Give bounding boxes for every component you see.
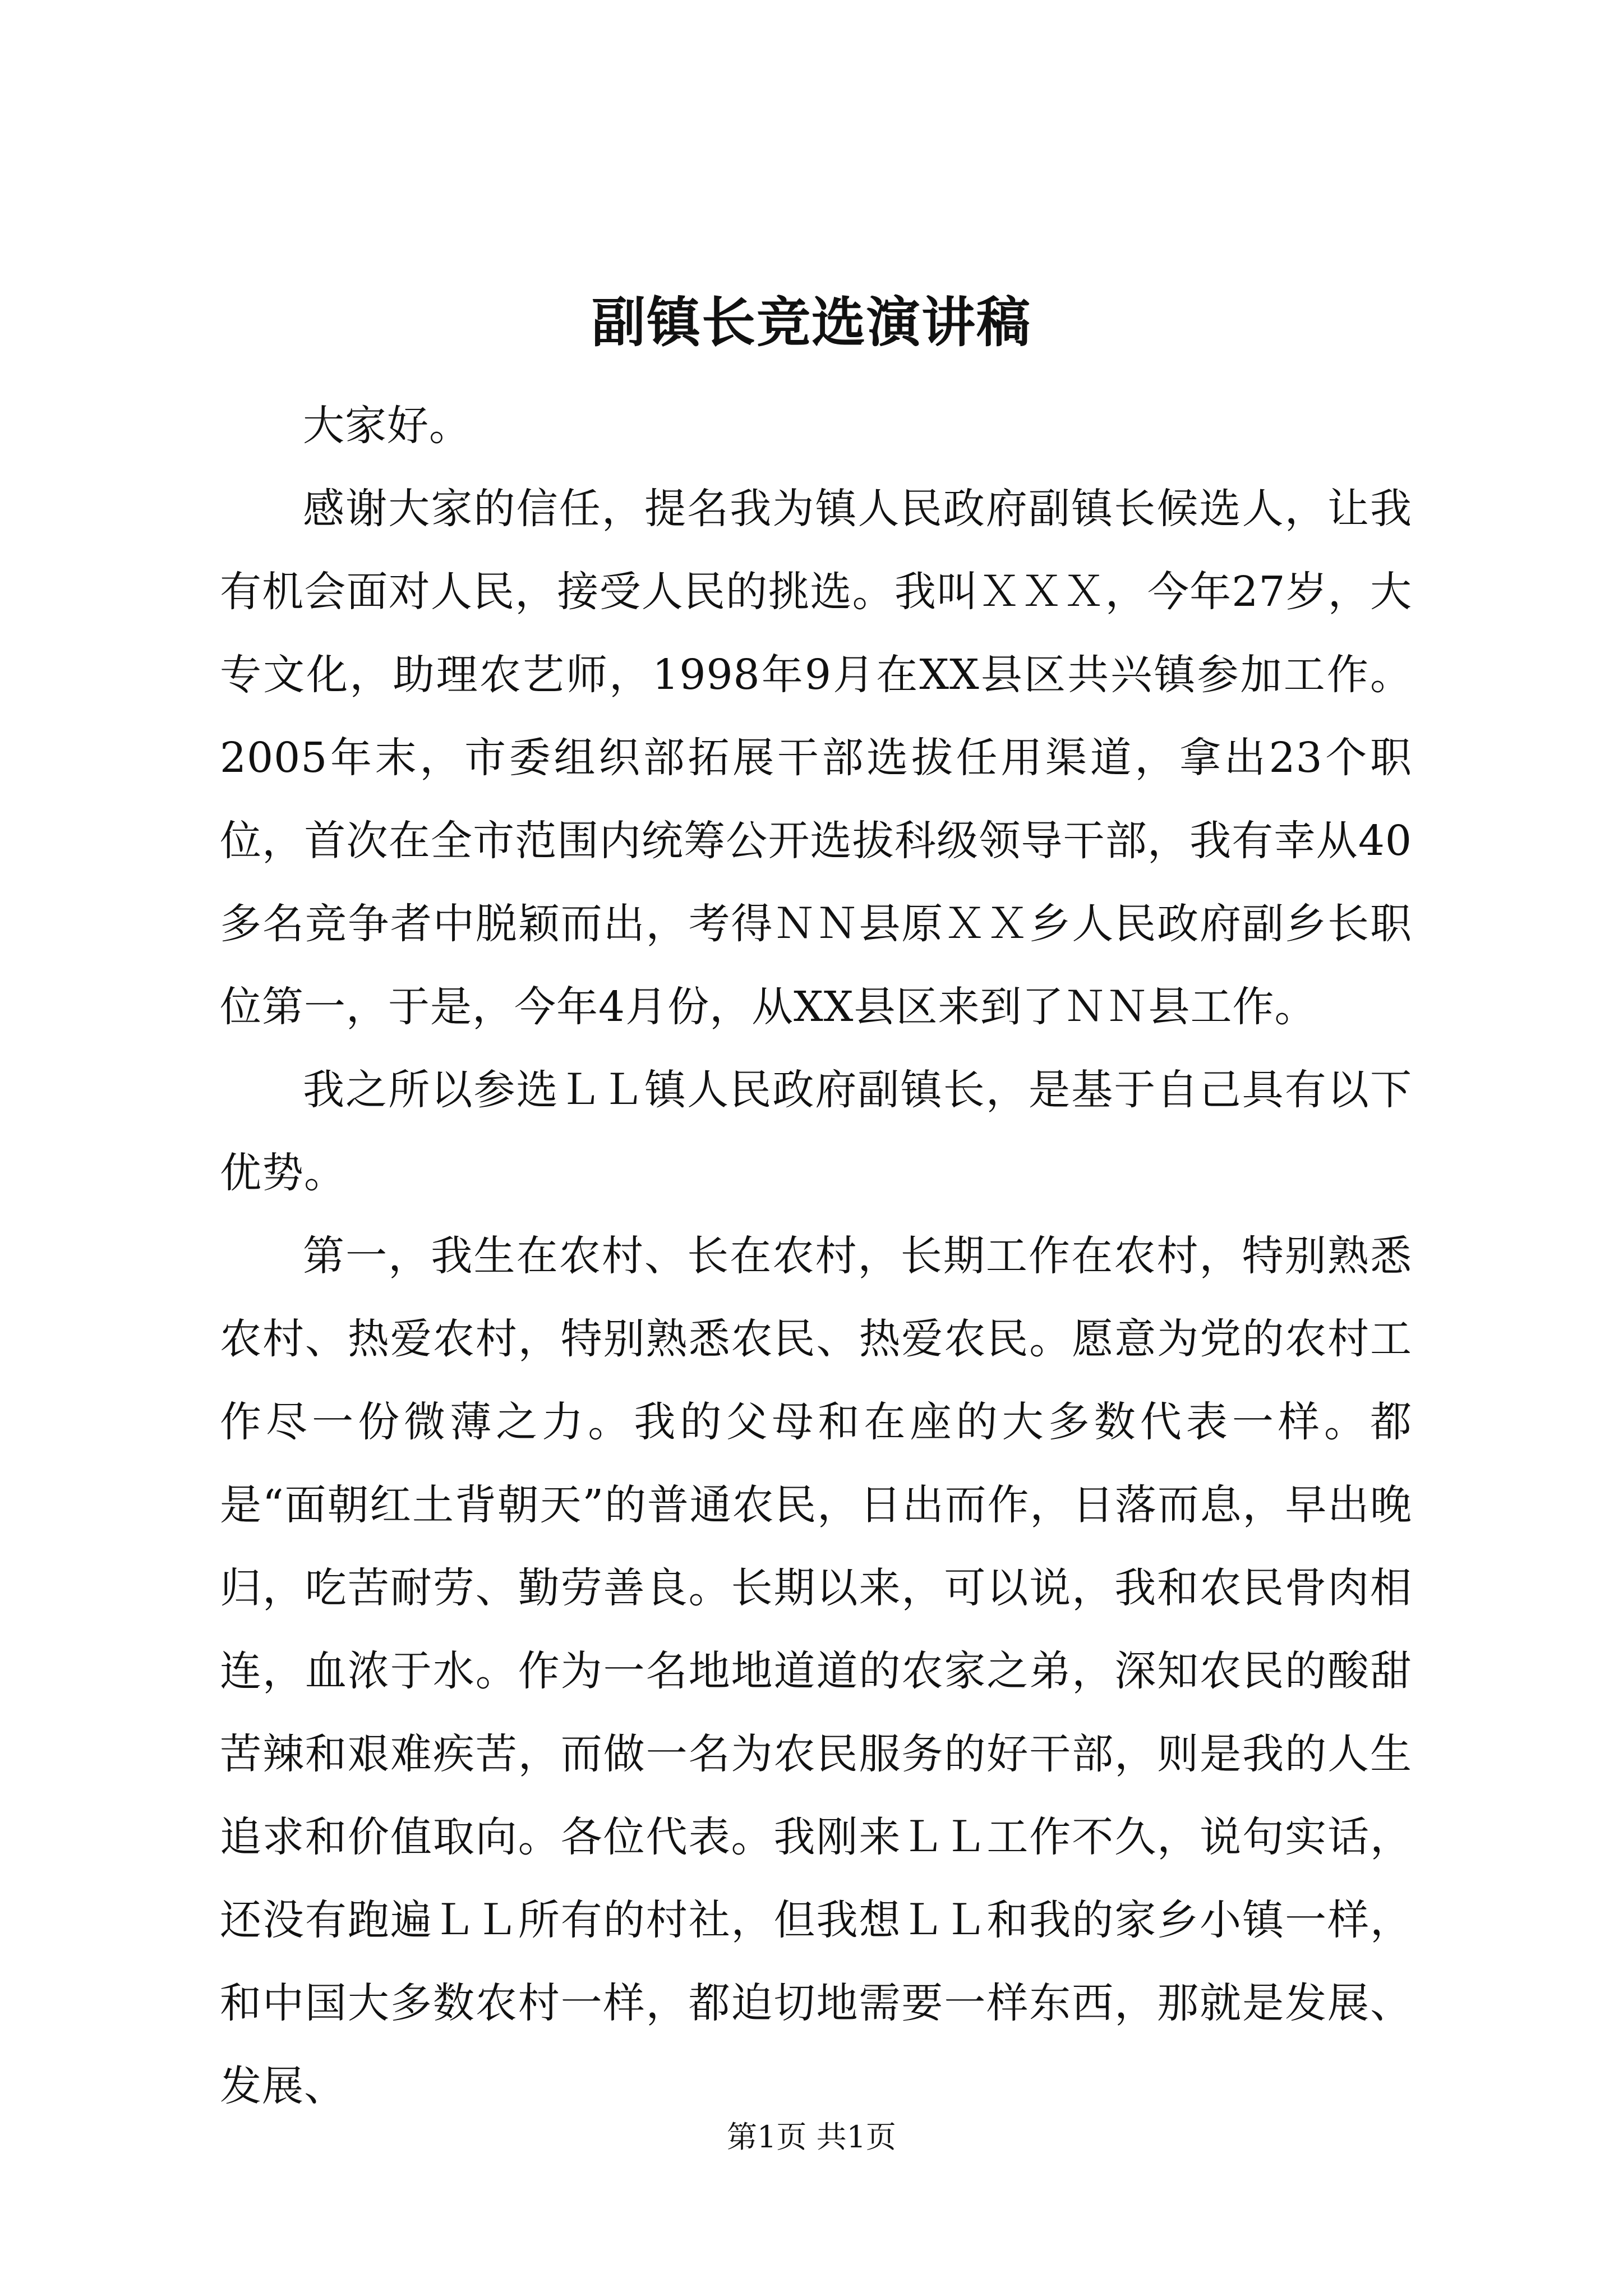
document-title: 副镇长竞选演讲稿 [592, 291, 1031, 354]
paragraph-first-advantage: 第一，我生在农村、长在农村，长期工作在农村，特别熟悉农村、热爱农村，特别熟悉农民、热爱农民。愿意为党的农村工作尽一份微薄之力。我的父母和在座的大多数代表一样。都是“面朝红土背朝天”的普通农民，日出而作，日落而息，早出晚归，吃苦耐劳、勤劳善良。长期以来，可以说，我和农民骨肉相连，血浓于水。作为一名地地道道的农家之弟，深知农民的酸甜苦辣和艰难疾苦，而做一名为农民服务的好干部，则是我的人生追求和价值取向。各位代表。我刚来ＬＬ工作不久，说句实话，还没有跑遍ＬＬ所有的村社，但我想ＬＬ和我的家乡小镇一样，和中国大多数农村一样，都迫切地需要一样东西，那就是发展、发展、 [220, 1232, 1412, 2110]
page-footer: 第1页 共1页 [727, 2119, 896, 2155]
paragraph-greeting: 大家好。 [303, 402, 471, 450]
paragraph-reasons: 我之所以参选ＬＬ镇人民政府副镇长，是基于自己具有以下优势。 [220, 1066, 1412, 1197]
paragraph-introduction: 感谢大家的信任，提名我为镇人民政府副镇长候选人，让我有机会面对人民，接受人民的挑选。我叫ＸＸＸ，今年27岁，大专文化，助理农艺师，1998年9月在XX县区共兴镇参加工作。2005年末，市委组织部拓展干部选拔任用渠道，拿出23个职位，首次在全市范围内统筹公开选拔科级领导干部，我有幸从40多名竞争者中脱颖而出，考得ＮＮ县原ＸＸ乡人民政府副乡长职位第一，于是，今年4月份，从XX县区来到了ＮＮ县工作。 [220, 485, 1412, 1031]
document-body [220, 384, 1412, 2128]
